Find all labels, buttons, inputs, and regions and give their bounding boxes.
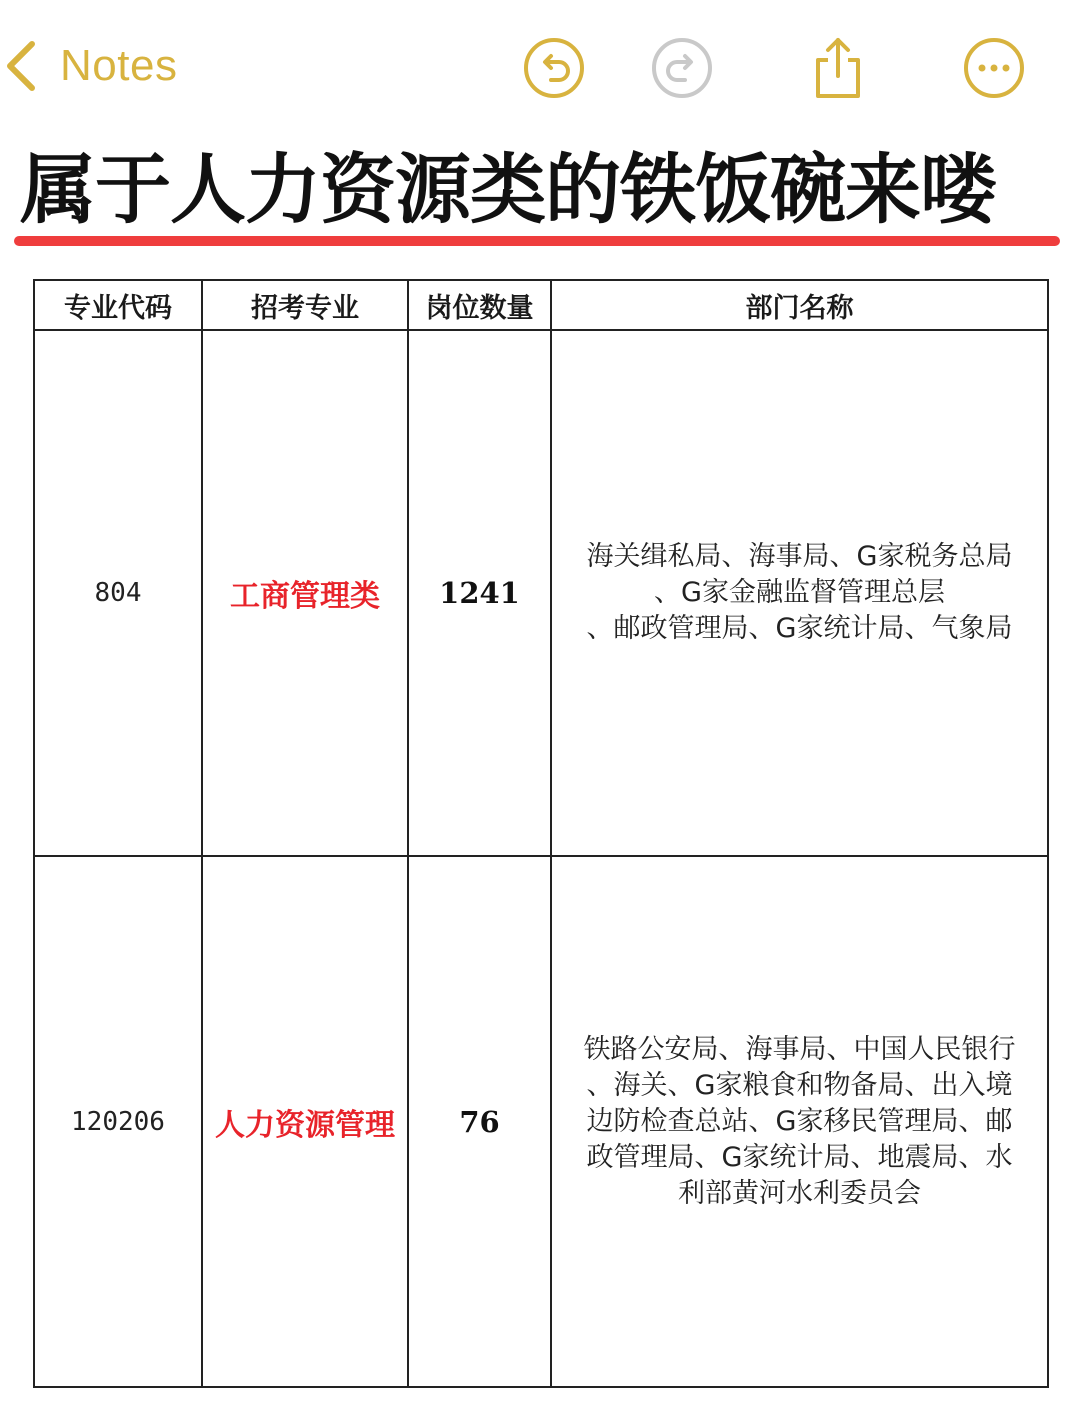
header-major: 招考专业 bbox=[202, 280, 408, 330]
more-icon bbox=[962, 36, 1026, 100]
redo-icon bbox=[650, 36, 714, 100]
cell-major-code: 120206 bbox=[34, 856, 202, 1387]
page-title: 属于人力资源类的铁饭碗来喽 bbox=[20, 145, 995, 234]
cell-major: 人力资源管理 bbox=[202, 856, 408, 1387]
department-line: 铁路公安局、海事局、中国人民银行 bbox=[583, 1033, 1016, 1065]
share-button[interactable] bbox=[806, 36, 870, 100]
header-department: 部门名称 bbox=[551, 280, 1048, 330]
department-line: 海关缉私局、海事局、G家税务总局 bbox=[586, 541, 1013, 572]
chevron-left-icon bbox=[2, 38, 42, 94]
back-button[interactable] bbox=[2, 36, 177, 96]
header-major-code: 专业代码 bbox=[34, 280, 202, 330]
jobs-table bbox=[33, 279, 1049, 1388]
department-line: 、G家金融监督管理总层 bbox=[654, 577, 945, 608]
share-icon bbox=[806, 36, 870, 100]
table-header-row bbox=[34, 280, 1048, 330]
cell-department bbox=[551, 856, 1048, 1387]
redo-button[interactable] bbox=[650, 36, 714, 100]
department-line: 边防检查总站、G家移民管理局、邮 bbox=[586, 1105, 1013, 1137]
undo-icon bbox=[522, 36, 586, 100]
cell-position-count: 1241 bbox=[408, 330, 551, 856]
back-label: Notes bbox=[60, 41, 178, 90]
header-position-count: 岗位数量 bbox=[408, 280, 551, 330]
department-line: 、海关、G家粮食和物备局、出入境 bbox=[586, 1069, 1013, 1101]
cell-major-code: 804 bbox=[34, 330, 202, 856]
cell-major: 工商管理类 bbox=[202, 330, 408, 856]
undo-button[interactable] bbox=[522, 36, 586, 100]
title-underline bbox=[14, 236, 1060, 246]
table-row bbox=[34, 856, 1048, 1387]
cell-position-count: 76 bbox=[408, 856, 551, 1387]
department-line: 政管理局、G家统计局、地震局、水 bbox=[586, 1141, 1013, 1173]
table-row bbox=[34, 330, 1048, 856]
department-line: 利部黄河水利委员会 bbox=[678, 1177, 921, 1209]
more-button[interactable] bbox=[962, 36, 1026, 100]
department-line: 、邮政管理局、G家统计局、气象局 bbox=[586, 613, 1013, 644]
notes-toolbar bbox=[0, 0, 1080, 135]
cell-department bbox=[551, 330, 1048, 856]
